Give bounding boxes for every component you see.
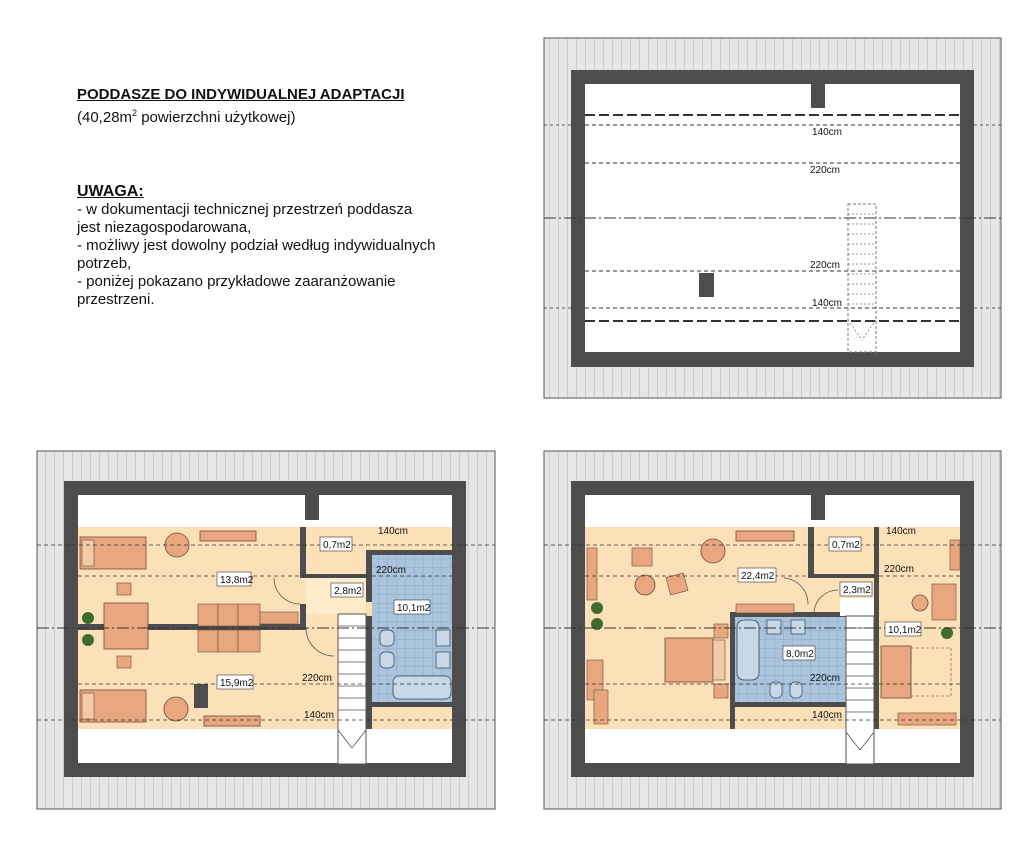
- room-area: 15,9m2: [220, 678, 254, 689]
- sink: [436, 630, 450, 646]
- room-area: 10,1m2: [397, 603, 431, 614]
- sideboard: [587, 548, 597, 600]
- chimney: [305, 495, 319, 520]
- height-label: 140cm: [812, 298, 843, 309]
- desk-unit: [198, 630, 218, 652]
- plant-icon: [82, 612, 94, 624]
- height-label: 220cm: [810, 260, 841, 271]
- plant-icon: [82, 634, 94, 646]
- room-area: 10,1m2: [888, 625, 922, 636]
- partition-wall: [730, 702, 848, 707]
- height-label: 220cm: [810, 165, 841, 176]
- note-line: - w dokumentacji technicznej przestrzeń poddasza: [77, 201, 413, 218]
- desk-unit: [218, 604, 238, 626]
- wardrobe: [950, 540, 960, 570]
- room-area: 22,4m2: [741, 571, 775, 582]
- plant-icon: [941, 627, 953, 639]
- partition-wall: [372, 702, 452, 707]
- dining-table: [104, 603, 148, 649]
- height-label: 220cm: [810, 673, 841, 684]
- bathtub: [737, 620, 759, 680]
- staircase: [338, 614, 366, 764]
- height-label: 220cm: [884, 564, 915, 575]
- height-label: 220cm: [376, 565, 407, 576]
- desk-unit: [238, 604, 260, 626]
- room-area: 2,8m2: [334, 586, 362, 597]
- partition-wall: [366, 616, 372, 729]
- height-label: 140cm: [886, 526, 917, 537]
- subtitle-suffix: powierzchni użytkowej): [137, 109, 296, 126]
- note-line: - możliwy jest dowolny podział według indywidualnych: [77, 237, 436, 254]
- desk-unit: [260, 612, 298, 624]
- room-area: 2,3m2: [843, 585, 871, 596]
- desk: [932, 584, 956, 620]
- partition-wall: [300, 527, 306, 574]
- sideboard: [204, 716, 260, 726]
- bidet: [380, 652, 394, 668]
- sideboard: [200, 531, 256, 541]
- column: [699, 273, 714, 297]
- partition-wall: [730, 612, 735, 729]
- room-area: 0,7m2: [323, 540, 351, 551]
- height-label: 140cm: [304, 710, 335, 721]
- pillow: [82, 540, 94, 566]
- sink: [791, 620, 805, 634]
- partition-wall: [300, 604, 306, 630]
- room-area: 13,8m2: [220, 575, 254, 586]
- plant-icon: [591, 602, 603, 614]
- chimney: [811, 84, 825, 108]
- height-label: 220cm: [302, 673, 333, 684]
- sink: [436, 652, 450, 668]
- nightstand: [714, 684, 728, 698]
- chair: [117, 583, 131, 595]
- note-line: potrzeb,: [77, 255, 132, 272]
- staircase: [846, 616, 874, 764]
- toilet: [770, 682, 782, 698]
- height-label: 140cm: [812, 127, 843, 138]
- desk-unit: [198, 604, 218, 626]
- toilet: [380, 630, 394, 646]
- nightstand: [714, 624, 728, 638]
- notes-title: PODDASZE DO INDYWIDUALNEJ ADAPTACJI: [77, 86, 405, 103]
- pillow: [82, 693, 94, 719]
- note-line: przestrzeni.: [77, 291, 155, 308]
- subtitle-sup: 2: [132, 108, 138, 118]
- sideboard: [736, 604, 794, 613]
- plan-top: [544, 38, 1001, 398]
- plan-right: [544, 451, 1001, 809]
- chimney: [811, 495, 825, 520]
- uwaga-title: UWAGA:: [77, 183, 144, 200]
- bed: [881, 646, 911, 698]
- dresser: [594, 690, 608, 724]
- round-table: [164, 697, 188, 721]
- coffee-table: [635, 575, 655, 595]
- chair: [912, 595, 928, 611]
- room-area: 8,0m2: [786, 649, 814, 660]
- bathtub: [393, 676, 451, 699]
- bed: [665, 638, 713, 682]
- partition-wall: [808, 527, 814, 574]
- sink: [767, 620, 781, 634]
- height-label: 140cm: [378, 526, 409, 537]
- partition-wall: [372, 550, 452, 555]
- pillow: [713, 640, 725, 680]
- desk-unit: [238, 630, 260, 652]
- note-line: - poniżej pokazano przykładowe zaaranżowanie: [77, 273, 396, 290]
- sideboard: [736, 531, 794, 541]
- desk-unit: [218, 630, 238, 652]
- plan-left: [37, 451, 495, 809]
- note-line: jest niezagospodarowana,: [77, 219, 252, 236]
- hall-floor: [840, 598, 874, 616]
- column: [194, 684, 208, 708]
- bidet: [790, 682, 802, 698]
- chair: [117, 656, 131, 668]
- armchair: [632, 548, 652, 566]
- subtitle-prefix: (40,28m: [77, 109, 133, 126]
- round-table: [701, 539, 725, 563]
- height-label: 140cm: [812, 710, 843, 721]
- room-area: 0,7m2: [832, 540, 860, 551]
- sideboard: [898, 713, 956, 725]
